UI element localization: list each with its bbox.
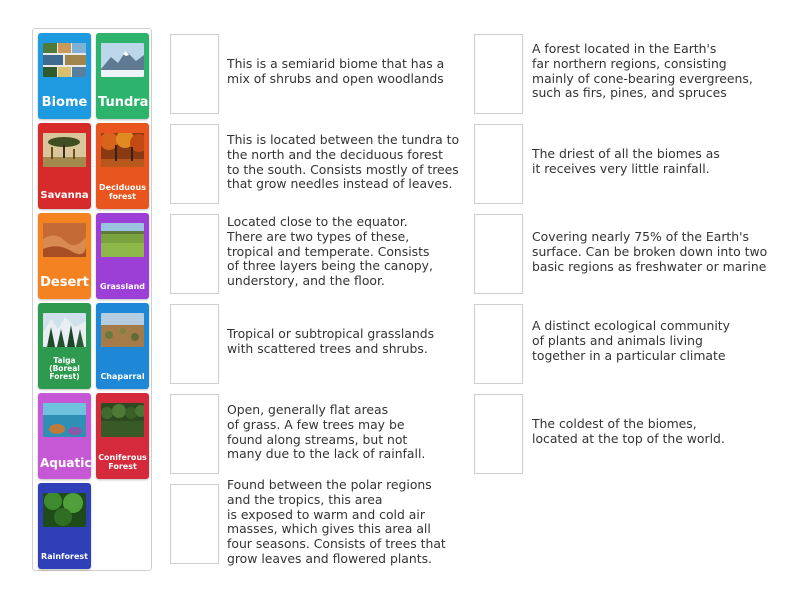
description-text: Tropical or subtropical grasslands with scattered trees and shrubs. bbox=[227, 326, 435, 356]
card-aquatic[interactable] bbox=[38, 393, 91, 479]
card-label: Desert bbox=[40, 275, 89, 291]
card-taiga[interactable] bbox=[38, 303, 91, 389]
description-text: This is located between the tundra to the north and the deciduous forest to the south. Consists mostly of trees that grow needles instead of leaves. bbox=[227, 132, 460, 192]
savanna-image bbox=[43, 133, 86, 167]
card-label: Chaparral bbox=[100, 371, 145, 381]
card-label: Savanna bbox=[40, 189, 89, 201]
card-label: Biome bbox=[41, 95, 88, 111]
card-savanna[interactable] bbox=[38, 123, 91, 209]
drop-slot[interactable] bbox=[170, 124, 219, 204]
coniferous-forest-image bbox=[101, 403, 144, 437]
card-desert[interactable] bbox=[38, 213, 91, 299]
deciduous-forest-image bbox=[101, 133, 144, 167]
drop-slot[interactable] bbox=[474, 304, 523, 384]
card-label: Deciduous forest bbox=[99, 183, 146, 201]
card-grassland[interactable] bbox=[96, 213, 149, 299]
drop-slot[interactable] bbox=[474, 34, 523, 114]
description-text: Found between the polar regions and the tropics, this area is exposed to warm and cold air masses, which gives this area all four seasons. Consists of trees that grow leaves and flowered plants. bbox=[227, 477, 446, 566]
grassland-image bbox=[101, 223, 144, 257]
taiga-image bbox=[43, 313, 86, 347]
card-label: Tundra bbox=[98, 95, 149, 111]
aquatic-image bbox=[43, 403, 86, 437]
card-coniferous-forest[interactable] bbox=[96, 393, 149, 479]
drop-slot[interactable] bbox=[170, 484, 219, 564]
tundra-image bbox=[101, 43, 144, 77]
description-text: The coldest of the biomes, located at the top of the world. bbox=[532, 416, 725, 446]
biome-image bbox=[43, 43, 86, 77]
drop-slot[interactable] bbox=[170, 34, 219, 114]
card-deciduous-forest[interactable] bbox=[96, 123, 149, 209]
description-text: A forest located in the Earth's far northern regions, consisting mainly of cone-bearing evergreens, such as firs, pines, and spruces bbox=[532, 41, 753, 101]
drop-slot[interactable] bbox=[474, 124, 523, 204]
drop-slot[interactable] bbox=[170, 304, 219, 384]
card-chaparral[interactable] bbox=[96, 303, 149, 389]
description-text: Located close to the equator. There are two types of these, tropical and temperate. Consists of three layers being the canopy, understory, and the floor. bbox=[227, 214, 433, 289]
description-text: Covering nearly 75% of the Earth's surface. Can be broken down into two basic regions as freshwater or marine bbox=[532, 229, 768, 274]
card-label: Aquatic bbox=[40, 456, 91, 471]
description-text: The driest of all the biomes as it receives very little rainfall. bbox=[532, 146, 720, 176]
drop-slot[interactable] bbox=[170, 214, 219, 294]
drop-slot[interactable] bbox=[474, 394, 523, 474]
desert-image bbox=[43, 223, 86, 257]
card-tundra[interactable] bbox=[96, 33, 149, 119]
card-rainforest[interactable] bbox=[38, 483, 91, 569]
drop-slot[interactable] bbox=[170, 394, 219, 474]
description-text: A distinct ecological community of plants and animals living together in a particular climate bbox=[532, 318, 730, 363]
drop-slot[interactable] bbox=[474, 214, 523, 294]
card-label: Taiga (Boreal Forest) bbox=[49, 356, 80, 382]
description-text: Open, generally flat areas of grass. A few trees may be found along streams, but not many due to the lack of rainfall. bbox=[227, 402, 426, 462]
chaparral-image bbox=[101, 313, 144, 347]
rainforest-image bbox=[43, 493, 86, 527]
card-label: Grassland bbox=[100, 281, 145, 291]
card-label: Rainforest bbox=[41, 551, 88, 561]
card-biome[interactable] bbox=[38, 33, 91, 119]
card-label: Coniferous Forest bbox=[98, 453, 147, 471]
description-text: This is a semiarid biome that has a mix of shrubs and open woodlands bbox=[227, 56, 445, 86]
